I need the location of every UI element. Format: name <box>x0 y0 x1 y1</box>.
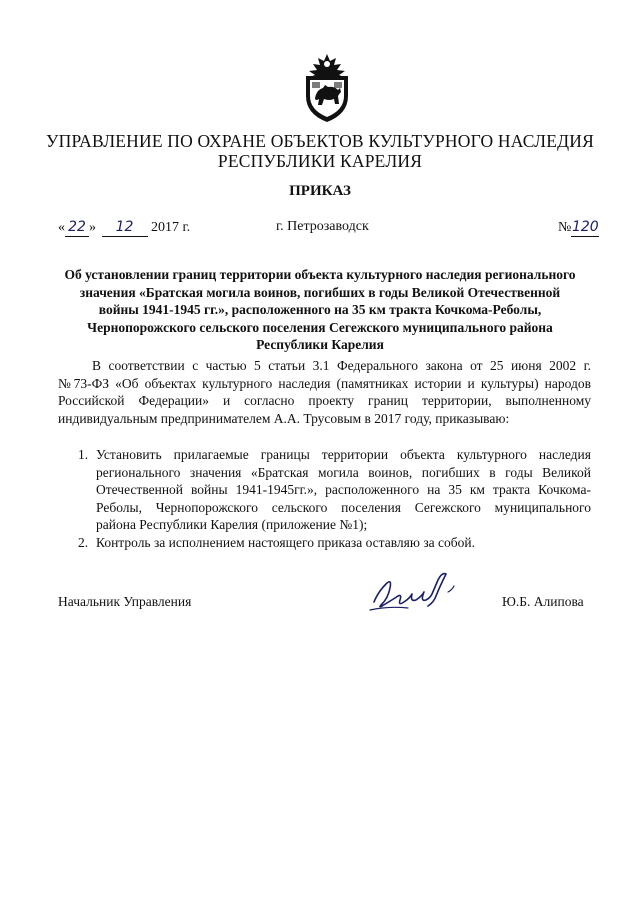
coat-of-arms-emblem <box>298 52 356 124</box>
date-year: 2017 г. <box>151 220 191 235</box>
item-number: 2. <box>78 534 89 550</box>
number-label: № <box>558 220 572 235</box>
order-subject <box>48 266 592 354</box>
organization-title-line-2: РЕСПУБЛИКИ КАРЕЛИЯ <box>217 151 423 171</box>
item-line: Отечественной войны 1941-1945гг.», расположенного на 35 км тракта Кочкома- <box>96 482 591 497</box>
subject-line: войны 1941-1945 гг.», расположенного на 35 км тракта Кочкома-Реболы, <box>98 302 542 317</box>
item-number: 1. <box>78 447 89 462</box>
date-close-quote: » <box>89 220 96 235</box>
paragraph-line: В соответствии с частью 5 статьи 3.1 Федерального закона от 25 июня 2002 г. <box>92 358 591 373</box>
date-day: 22 <box>68 219 86 235</box>
paragraph-line: №73-ФЗ «Об объектах культурного наследия (памятниках истории и культуры) народов <box>58 375 591 391</box>
number-field <box>571 219 599 237</box>
date-month-field <box>102 219 148 237</box>
item-line: Установить прилагаемые границы территории объекта культурного наследия <box>96 447 591 462</box>
item-line: района Республики Карелия (приложение №1); <box>96 517 368 532</box>
date-day-field <box>65 219 89 237</box>
signatory-name: Ю.Б. Алипова <box>502 594 584 609</box>
dateline <box>58 219 599 243</box>
handwritten-signature-icon <box>368 566 460 614</box>
date-month: 12 <box>115 219 134 235</box>
item-line: регионального значения «Братская могила воинов, погибших в годы Великой <box>96 464 591 480</box>
item-line: Реболы, Чернопорожского сельского поселения Сегежского муниципального <box>96 499 591 515</box>
subject-line: Республики Карелия <box>256 337 384 352</box>
signatory-position: Начальник Управления <box>58 594 192 609</box>
subject-line: Чернопорожского сельского поселения Сегежского муниципального района <box>87 319 553 335</box>
order-item-1 <box>60 446 591 534</box>
item-line: Контроль за исполнением настоящего приказа оставляю за собой. <box>96 534 475 550</box>
preamble-paragraph <box>58 357 591 427</box>
order-number <box>558 219 599 237</box>
organization-title-line-1: УПРАВЛЕНИЕ ПО ОХРАНЕ ОБЪЕКТОВ КУЛЬТУРНОГО НАСЛЕДИЯ <box>46 131 594 151</box>
signature <box>368 566 460 614</box>
date-open-quote: « <box>58 220 65 235</box>
order-date <box>58 219 190 237</box>
paragraph-line: индивидуальным предпринимателем А.А. Трусовым в 2017 году, приказываю: <box>58 410 510 426</box>
document-type-heading: ПРИКАЗ <box>289 183 351 199</box>
karelia-coat-of-arms-icon <box>298 52 356 124</box>
order-item-2 <box>60 534 591 552</box>
paragraph-line: Российской Федерации» и согласно проекту границ территории, выполненному <box>58 393 591 408</box>
subject-line: Об установлении границ территории объекта культурного наследия регионального <box>64 267 576 282</box>
subject-line: значения «Братская могила воинов, погибших в годы Великой Отечественной <box>79 284 561 300</box>
order-items-list <box>60 446 591 551</box>
number-value: 120 <box>571 219 599 235</box>
issue-city: г. Петрозаводск <box>276 219 369 234</box>
